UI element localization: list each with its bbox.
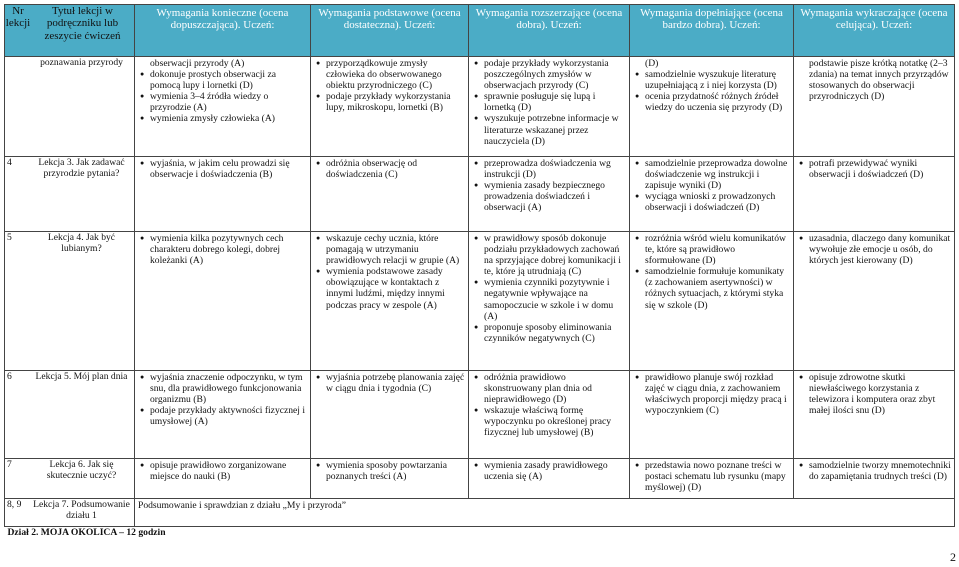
table-row — [5, 459, 955, 499]
requirement-cell — [135, 57, 311, 157]
requirement-item: ● wymienia zmysły człowieka (A) — [138, 113, 307, 124]
lesson-cell — [5, 157, 135, 232]
requirement-item: ● podaje przykłady wykorzystania lupy, mikroskopu, lornetki (B) — [314, 91, 465, 113]
requirement-item: ● uzasadnia, dlaczego dany komunikat wywołuje złe emocje u osób, do których jest kierowany (D) — [797, 233, 951, 266]
lesson-title: poznawania przyrody — [40, 57, 123, 68]
requirement-cell — [311, 371, 469, 459]
requirement-item: podstawie pisze krótką notatkę (2–3 zdania) na temat innych przyrządów stosowanych do obserwacji przyrodniczych (D) — [809, 58, 949, 103]
requirement-cell — [794, 459, 955, 499]
requirement-item: ● przedstawia nowo poznane treści w postaci schematu lub rysunku (mapy myślowej) (D) — [633, 460, 790, 493]
header-basic: Wymagania podstawowe (ocena dostateczna). Uczeń: — [311, 5, 469, 57]
requirement-cell — [630, 371, 794, 459]
lesson-cell — [5, 232, 135, 371]
page-number: 2 — [950, 550, 956, 564]
requirement-cell — [630, 459, 794, 499]
requirement-item: ● ocenia przydatność różnych źródeł wiedzy do uczenia się przyrody (D) — [633, 91, 790, 113]
requirement-cell — [469, 157, 630, 232]
requirement-item: ● wymienia czynniki pozytywnie i negatywnie wpływające na samopoczucie w szkole i w domu (A) — [472, 277, 626, 321]
header-complementary: Wymagania dopełniające (ocena bardzo dobra). Uczeń: — [630, 5, 794, 57]
requirement-cell — [135, 459, 311, 499]
requirement-item: ● samodzielnie wyszukuje literaturę uzupełniającą z i niej korzysta (D) — [633, 69, 790, 91]
requirement-cell — [794, 371, 955, 459]
requirement-cell — [630, 232, 794, 371]
header-lesson-number: Nr lekcji — [5, 5, 31, 30]
requirement-item: ● samodzielnie formułuje komunikaty (z zachowaniem asertywności) w różnych sytuacjach, z którymi styka się w szkole (D) — [633, 266, 790, 310]
requirement-item: ● wskazuje cechy ucznia, które pomagają w utrzymaniu prawidłowych relacji w grupie (A) — [314, 233, 465, 266]
requirement-item: ● wymienia podstawowe zasady obowiązujące w kontaktach z innymi ludźmi, między innymi podczas pracy w zespole (A) — [314, 266, 465, 310]
requirement-cell — [469, 57, 630, 157]
requirement-item: ● wymienia sposoby powtarzania poznanych treści (A) — [314, 460, 465, 482]
requirement-item: ● wymienia zasady prawidłowego uczenia się (A) — [472, 460, 626, 482]
lesson-number: 6 — [7, 371, 12, 382]
requirement-item: ● odróżnia prawidłowo skonstruowany plan dnia od nieprawidłowego (D) — [472, 372, 626, 405]
requirement-item: ● opisuje prawidłowo zorganizowane miejsce do nauki (B) — [138, 460, 307, 482]
lesson-cell — [5, 371, 135, 459]
header-required: Wymagania konieczne (ocena dopuszczająca). Uczeń: — [135, 5, 311, 57]
header-extended: Wymagania rozszerzające (ocena dobra). Uczeń: — [469, 5, 630, 57]
lesson-title: Lekcja 7. Podsumowanie działu 1 — [33, 499, 130, 522]
table-row — [5, 57, 955, 157]
requirement-item: ● samodzielnie przeprowadza dowolne doświadczenie wg instrukcji i zapisuje wyniki (D) — [633, 158, 790, 191]
table-row — [5, 371, 955, 459]
requirement-item: ● wymienia zasady bezpiecznego prowadzenia doświadczeń i obserwacji (A) — [472, 180, 626, 213]
requirement-item: ● przeprowadza doświadczenia wg instrukcji (D) — [472, 158, 626, 180]
requirement-cell — [135, 371, 311, 459]
lesson-title: Lekcja 6. Jak się skutecznie uczyć? — [46, 459, 117, 482]
requirement-item: ● podaje przykłady wykorzystania poszczególnych zmysłów w obserwacjach przyrody (C) — [472, 58, 626, 91]
requirement-item: ● wskazuje właściwą formę wypoczynku po określonej pracy fizycznej lub umysłowej (B) — [472, 405, 626, 438]
requirement-item: ● wyciąga wnioski z prowadzonych obserwacji i doświadczeń (D) — [633, 191, 790, 213]
requirement-cell — [311, 57, 469, 157]
requirement-cell — [630, 57, 794, 157]
requirement-item: (D) — [645, 58, 659, 69]
summary-row — [5, 499, 955, 527]
lesson-number — [5, 57, 29, 68]
requirement-cell — [135, 232, 311, 371]
lesson-cell — [5, 499, 135, 527]
requirement-item: ● wymienia kilka pozytywnych cech charakteru dobrego kolegi, dobrej koleżanki (A) — [138, 233, 307, 266]
table-row — [5, 157, 955, 232]
requirement-item: ● przyporządkowuje zmysły człowieka do obserwowanego obiektu przyrodniczego (C) — [314, 58, 465, 91]
requirement-item: ● opisuje zdrowotne skutki niewłaściwego korzystania z telewizora i komputera oraz zbyt małej ilości snu (D) — [797, 372, 951, 416]
requirement-item: ● samodzielnie tworzy mnemotechniki do zapamiętania trudnych treści (D) — [797, 460, 951, 482]
summary-text: Podsumowanie i sprawdzian z działu „My i przyroda” — [135, 499, 955, 527]
requirement-item: ● rozróżnia wśród wielu komunikatów te, które są prawidłowo sformułowane (D) — [633, 233, 790, 266]
requirement-cell — [469, 232, 630, 371]
requirement-item: ● wyszukuje potrzebne informacje w literaturze wskazanej przez nauczyciela (D) — [472, 113, 626, 146]
requirement-cell — [794, 157, 955, 232]
lesson-title: Lekcja 3. Jak zadawać przyrodzie pytania? — [38, 157, 125, 180]
requirement-item: ● potrafi przewidywać wyniki obserwacji i doświadczeń (D) — [797, 158, 951, 180]
requirement-item: ● dokonuje prostych obserwacji za pomocą lupy i lornetki (D) — [138, 69, 307, 91]
requirement-cell — [311, 157, 469, 232]
requirement-item: ● odróżnia obserwację od doświadczenia (C) — [314, 158, 465, 180]
requirement-item: ● w prawidłowy sposób dokonuje podziału przykładowych zachowań na sprzyjające dobrej komunikacji i te, które ją utrudniają (C) — [472, 233, 626, 277]
requirement-item: ● wyjaśnia znaczenie odpoczynku, w tym snu, dla prawidłowego funkcjonowania organizmu (B) — [138, 372, 307, 405]
requirement-item: ● proponuje sposoby eliminowania czynników negatywnych (C) — [472, 322, 626, 344]
lesson-cell — [5, 459, 135, 499]
section-label: Dział 2. MOJA OKOLICA – 12 godzin — [7, 527, 166, 538]
header-lesson-title: Tytuł lekcji w podręczniku lub zeszycie ćwiczeń — [44, 5, 121, 42]
requirement-item: ● prawidłowo planuje swój rozkład zajęć w ciągu dnia, z zachowaniem właściwych proporcji między pracą i wypoczynkiem (C) — [633, 372, 790, 416]
lesson-number: 7 — [7, 459, 12, 470]
table-row — [5, 232, 955, 371]
requirement-item: obserwacji przyrody (A) — [150, 58, 245, 69]
header-excellent: Wymagania wykraczające (ocena celująca). Uczeń: — [794, 5, 955, 57]
lesson-number: 4 — [7, 157, 12, 168]
section-row — [5, 527, 955, 540]
lesson-title: Lekcja 4. Jak być lubianym? — [47, 232, 116, 255]
lesson-cell — [5, 57, 135, 157]
header-lesson — [5, 5, 135, 57]
requirement-cell — [469, 459, 630, 499]
lesson-title: Lekcja 5. Mój plan dnia — [35, 371, 128, 382]
requirement-cell — [794, 57, 955, 157]
requirement-cell — [794, 232, 955, 371]
requirement-cell — [311, 459, 469, 499]
header-row — [5, 5, 955, 57]
requirement-cell — [469, 371, 630, 459]
requirement-item: ● podaje przykłady aktywności fizycznej i umysłowej (A) — [138, 405, 307, 427]
lesson-number: 5 — [7, 232, 12, 243]
requirement-item: ● sprawnie posługuje się lupą i lornetką (D) — [472, 91, 626, 113]
requirements-table — [4, 4, 955, 539]
requirement-cell — [135, 157, 311, 232]
requirement-item: ● wyjaśnia, w jakim celu prowadzi się obserwacje i doświadczenia (B) — [138, 158, 307, 180]
requirement-item: ● wyjaśnia potrzebę planowania zajęć w ciągu dnia i tygodnia (C) — [314, 372, 465, 394]
lesson-number: 8, 9 — [7, 499, 22, 510]
requirement-cell — [311, 232, 469, 371]
requirement-item: ● wymienia 3–4 źródła wiedzy o przyrodzie (A) — [138, 91, 307, 113]
requirement-cell — [630, 157, 794, 232]
